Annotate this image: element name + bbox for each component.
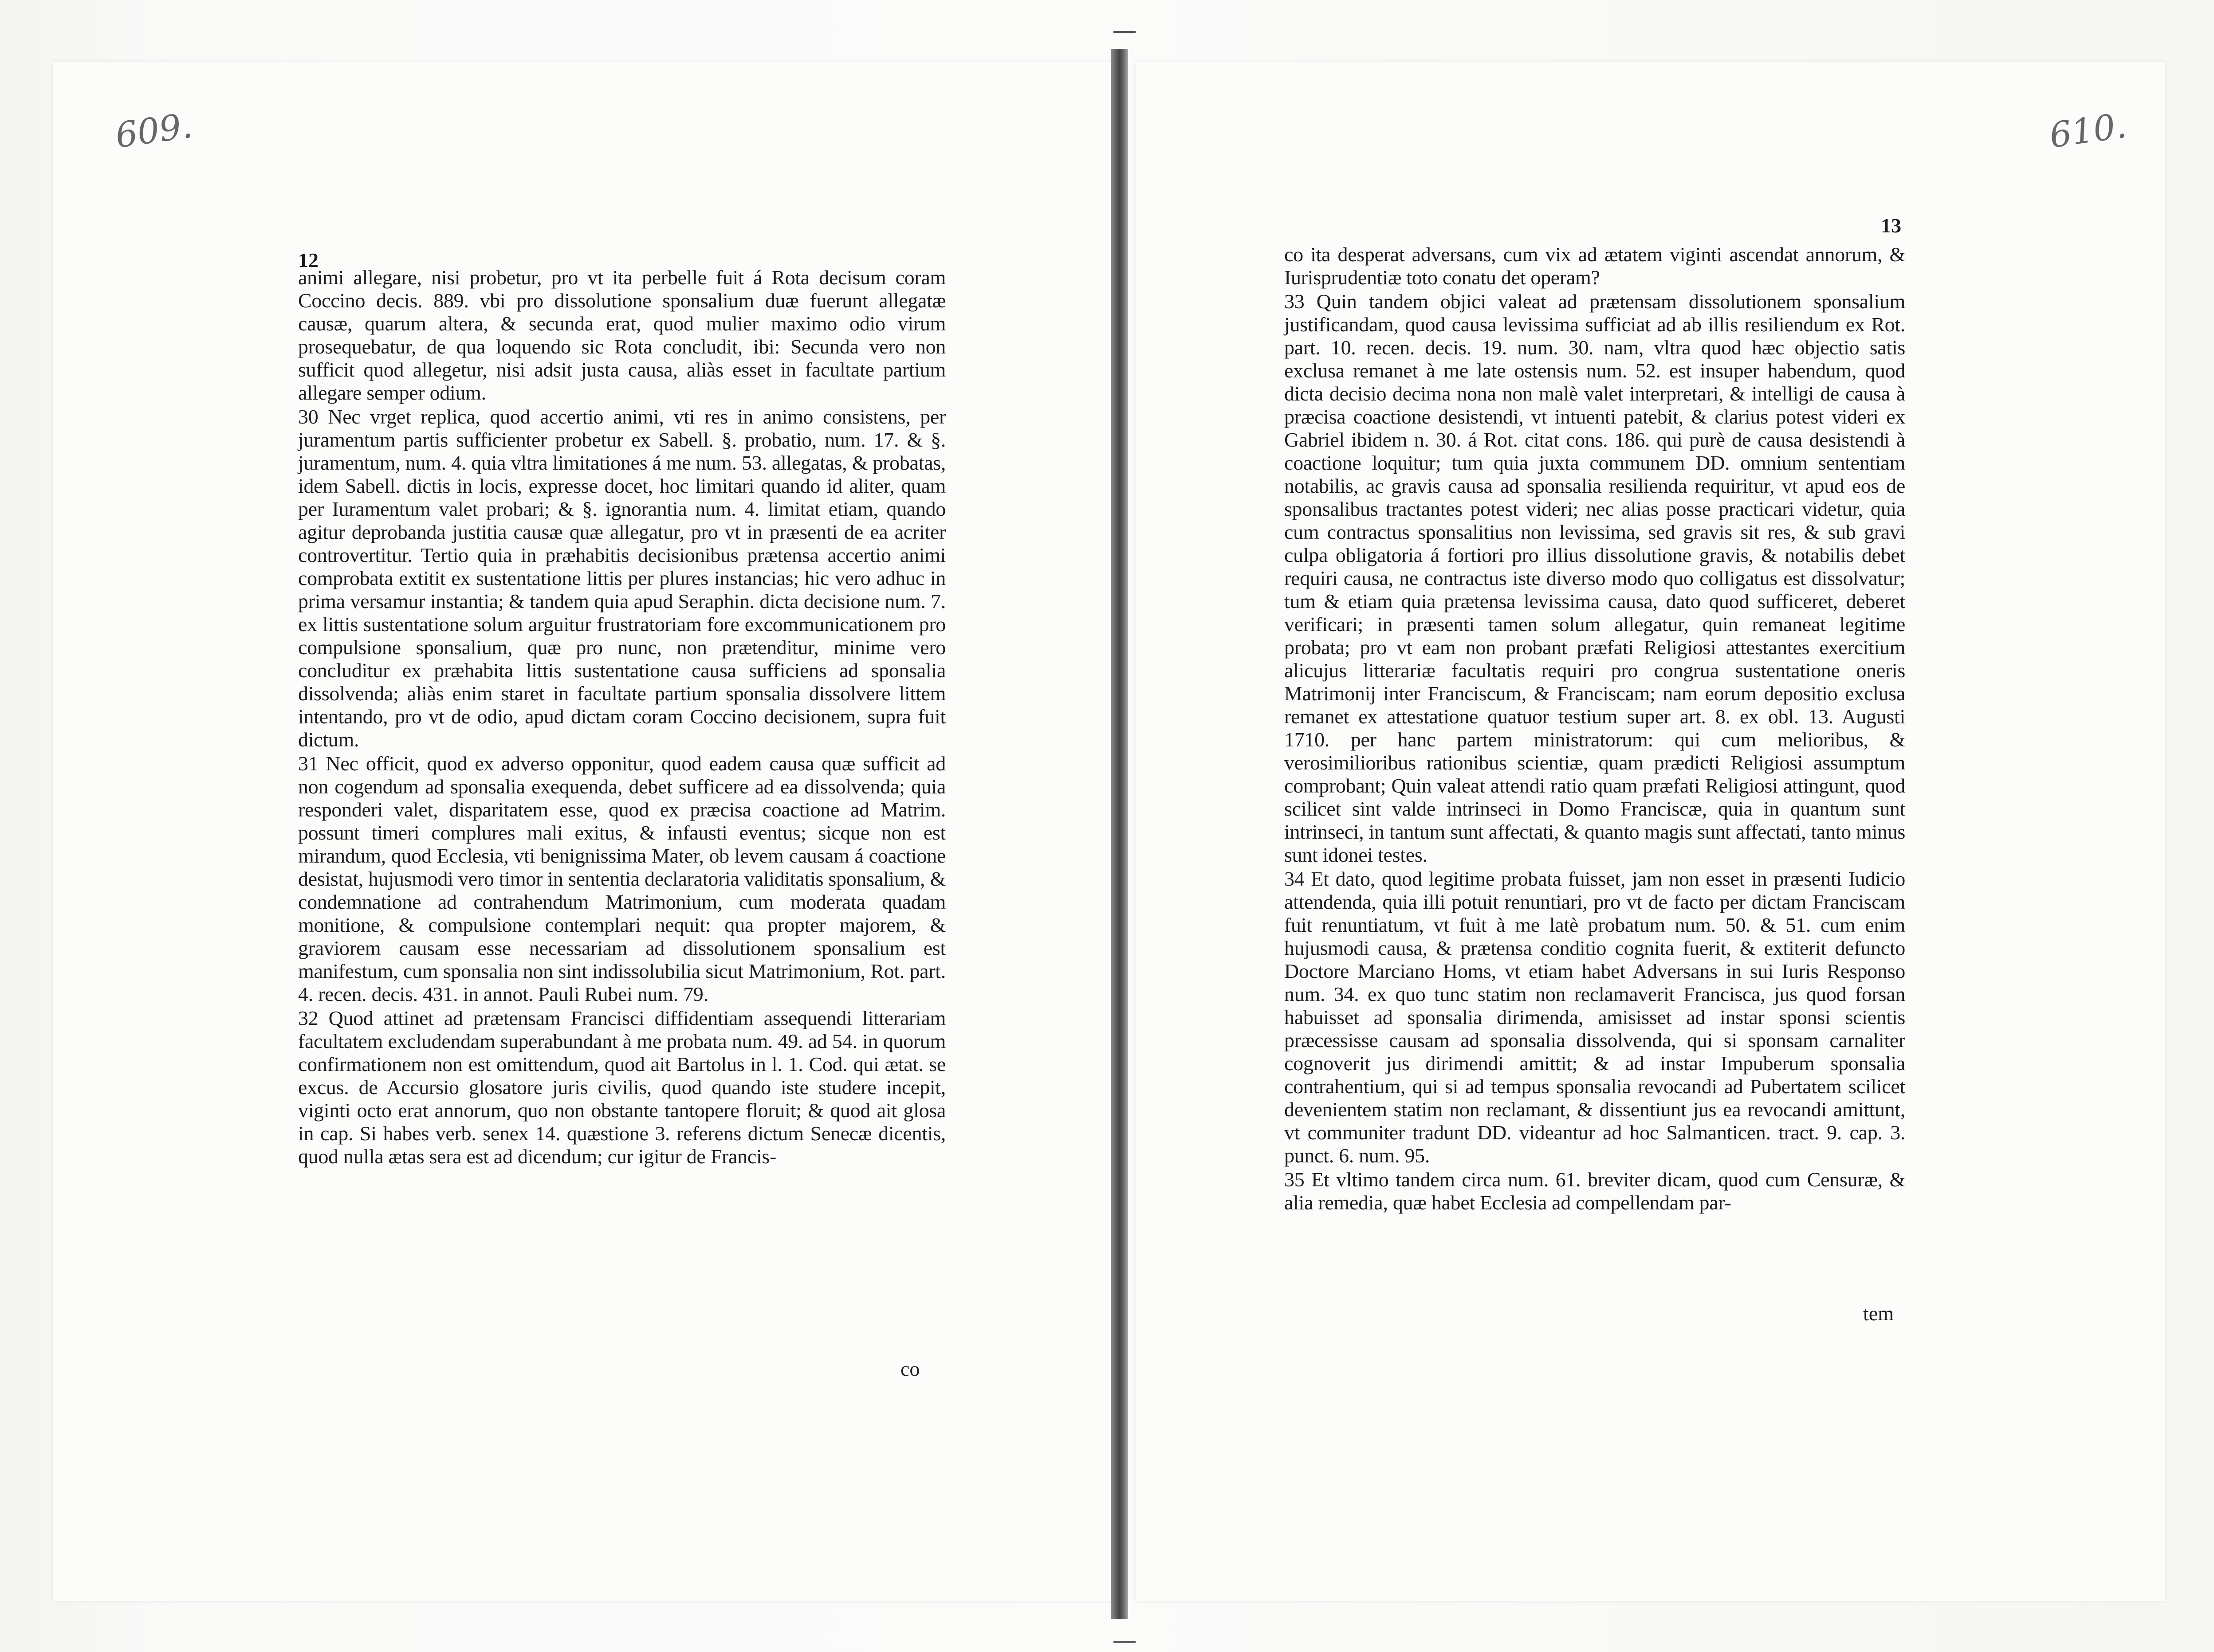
handwritten-folio-left: 609. xyxy=(113,106,195,156)
paragraph: 30 Nec vrget replica, quod accertio animi, vti res in animo consistens, per juramentum partis sufficienter probetur ex Sabell. §. probatio, num. 17. & §. juramentum, num. 4. quia vltra limitationes á me num. 53. allegatas, & probatas, idem Sabell. dictis in locis, expresse docet, hoc limitari quando id aliter, quam per Iuramentum valet probari; & §. ignorantia num. 4. limitat etiam, quando agitur deprobanda justitia causæ quæ allegatur, pro vt in præsenti de ea acriter controvertitur. Tertio quia in præhabitis decisionibus prætensa accertio animi comprobata extitit ex sustentatione littis per plures instancias; hic vero adhuc in prima versamur instantia; & tandem quia apud Seraphin. dicta decisione num. 7. ex littis sustentatione solum arguitur frustratoriam fore excommunicationem pro compulsione sponsalium, quæ pro nunc, non prætenditur, minime vero concluditur ex præhabita littis sustentatione causa sufficiens ad sponsalia dissolvenda; aliàs enim staret in facultate partium sponsalia dissolvere littem intentando, pro vt de odio, apud dictam coram Coccino decisionem, supra fuit dictum. xyxy=(298,405,946,751)
paragraph: 32 Quod attinet ad prætensam Francisci diffidentiam assequendi litterariam facultatem excludendam superabundant à me probata num. 49. ad 54. in quorum confirmationem non est omittendum, quod ait Bartolus in l. 1. Cod. qui ætat. se excus. de Accursio glosatore juris civilis, quod quando iste studere incepit, viginti octo erat annorum, quo non obstante tantopere floruit; & quod ait glosa in cap. Si habes verb. senex 14. quæstione 3. referens dictum Senecæ dicentis, quod nulla ætas sera est ad dicendum; cur igitur de Francis- xyxy=(298,1007,946,1168)
right-text-column xyxy=(1284,243,1905,1214)
bottom-edge-mark xyxy=(1113,1641,1136,1643)
top-edge-mark xyxy=(1113,31,1136,33)
catchword-right: tem xyxy=(1863,1302,1894,1325)
paragraph: 31 Nec officit, quod ex adverso opponitur, quod eadem causa quæ sufficit ad non cogendum ad sponsalia exequenda, debet sufficere ad ea dissolvenda; quia responderi valet, disparitatem esse, quod ex præcisa coactione ad Matrim. possunt timeri complures mali exitus, & infausti eventus; sicque non est mirandum, quod Ecclesia, vti benignissima Mater, ob levem causam á coactione desistat, hujusmodi vero timor in sententia declaratoria validitatis sponsalium, & condemnatione ad contrahendum Matrimonium, cum moderata quadam monitione, & compulsione contemplari nequit: qua propter majorem, & graviorem causam esse necessariam ad dissolutionem sponsalium est manifestum, cum sponsalia non sint indissolubilia sicut Matrimonium, Rot. part. 4. recen. decis. 431. in annot. Pauli Rubei num. 79. xyxy=(298,752,946,1005)
page-number-left: 12 xyxy=(298,249,319,271)
paragraph: 33 Quin tandem objici valeat ad prætensam dissolutionem sponsalium justificandam, quod causa levissima sufficiat ad ab illis resiliendum ex Rot. part. 10. recen. decis. 19. num. 30. nam, vltra quod hæc objectio satis exclusa remanet à me late ostensis num. 52. est insuper habendum, quod dicta decisio decima nona non malè valet interpretari, & intelligi de causa à præcisa coactione desistendi, vt intuenti patebit, & clarius potest videri ex Gabriel ibidem n. 30. á Rot. citat cons. 186. qui purè de causa desistendi à coactione loquitur; tum quia juxta communem DD. omnium sententiam notabilis, ac gravis causa ad sponsalia resiliendа requiritur, vt apud eos de sponsalibus tractantes potest videri; nec alias posse practicari videtur, quia cum contractus sponsalitius non levissima, sed gravis sit res, & sub gravi culpa obligatoria á fortiori pro illius dissolutione gravis, & notabilis debet requiri causa, ne contractus iste diverso modo quo colligatus est dissolvatur; tum & etiam quia prætensa levissima causa, dato quod sufficeret, deberet verificari; in præsenti tamen solum allegatur, quin remaneat legitime probata; pro vt eam non probant præfati Religiosi attestantes exercitium alicujus litterariæ facultatis requiri pro congrua sustentatione oneris Matrimonij inter Franciscum, & Franciscam; nam eorum depositio exclusa remanet ex attestatione quatuor testium super art. 8. ex obl. 13. Augusti 1710. per hanc partem ministratorum: qui cum melioribus, & verosimilioribus rationibus scientiæ, quam prædicti Religiosi assumptum comprobant; Quin valeat attendi ratio quam præfati Religiosi attingunt, quod scilicet sint valde intrinseci in Domo Franciscæ, quia in quantum sunt intrinseci, in tantum sunt affectati, & quanto magis sunt affectati, tanto minus sunt idonei testes. xyxy=(1284,290,1906,866)
left-text-column xyxy=(298,266,946,1168)
paragraph: 35 Et vltimo tandem circa num. 61. breviter dicam, quod cum Censuræ, & alia remedia, quæ habet Ecclesia ad compellendam par- xyxy=(1284,1168,1905,1214)
catchword-left: co xyxy=(901,1358,920,1380)
paragraph: animi allegare, nisi probetur, pro vt ita perbelle fuit á Rota decisum coram Coccino decis. 889. vbi pro dissolutione sponsalium duæ fuerunt allegatæ causæ, quarum altera, & secunda erat, quod mulier maximo odio virum prosequebatur, de qua loquendo sic Rota concludit, ibi: Secunda vero non sufficit quod allegetur, nisi adsit justa causa, aliàs esset in facultate partium allegare semper odium. xyxy=(298,266,946,404)
page-number-right: 13 xyxy=(1881,214,1901,237)
book-gutter xyxy=(1111,49,1128,1619)
paragraph: 34 Et dato, quod legitime probata fuisset, jam non esset in præsenti Iudicio attendenda, quia illi potuit renuntiari, pro vt de facto per dictam Franciscam fuit renuntiatum, vt fuit à me latè probatum num. 50. & 51. cum enim hujusmodi causa, & prætensa conditio cognita fuerit, & extiterit defuncto Doctore Marciano Homs, vt etiam habet Adversans in sui Iuris Responso num. 34. ex quo tunc statim non reclamaverit Francisca, jus quod forsan habuisset ad sponsalia dirimenda, amisisset ad instar sponsi scientis præcessisse causam ad sponsalia dissolvenda, qui si sponsam carnaliter cognoverit jus dirimendi amittit; & ad instar Impuberum sponsalia contrahentium, qui si ad tempus sponsalia revocandi ad Pubertatem scilicet devenientem statim non reclamant, & dissentiunt jus ea revocandi amittunt, vt communiter tradunt DD. videantur ad hoc Salmanticen. tract. 9. cap. 3. punct. 6. num. 95. xyxy=(1284,867,1905,1167)
paragraph: co ita desperat adversans, cum vix ad ætatem viginti ascendat annorum, & Iurisprudentiæ toto conatu det operam? xyxy=(1284,243,1905,289)
handwritten-folio-right: 610. xyxy=(2047,106,2129,156)
